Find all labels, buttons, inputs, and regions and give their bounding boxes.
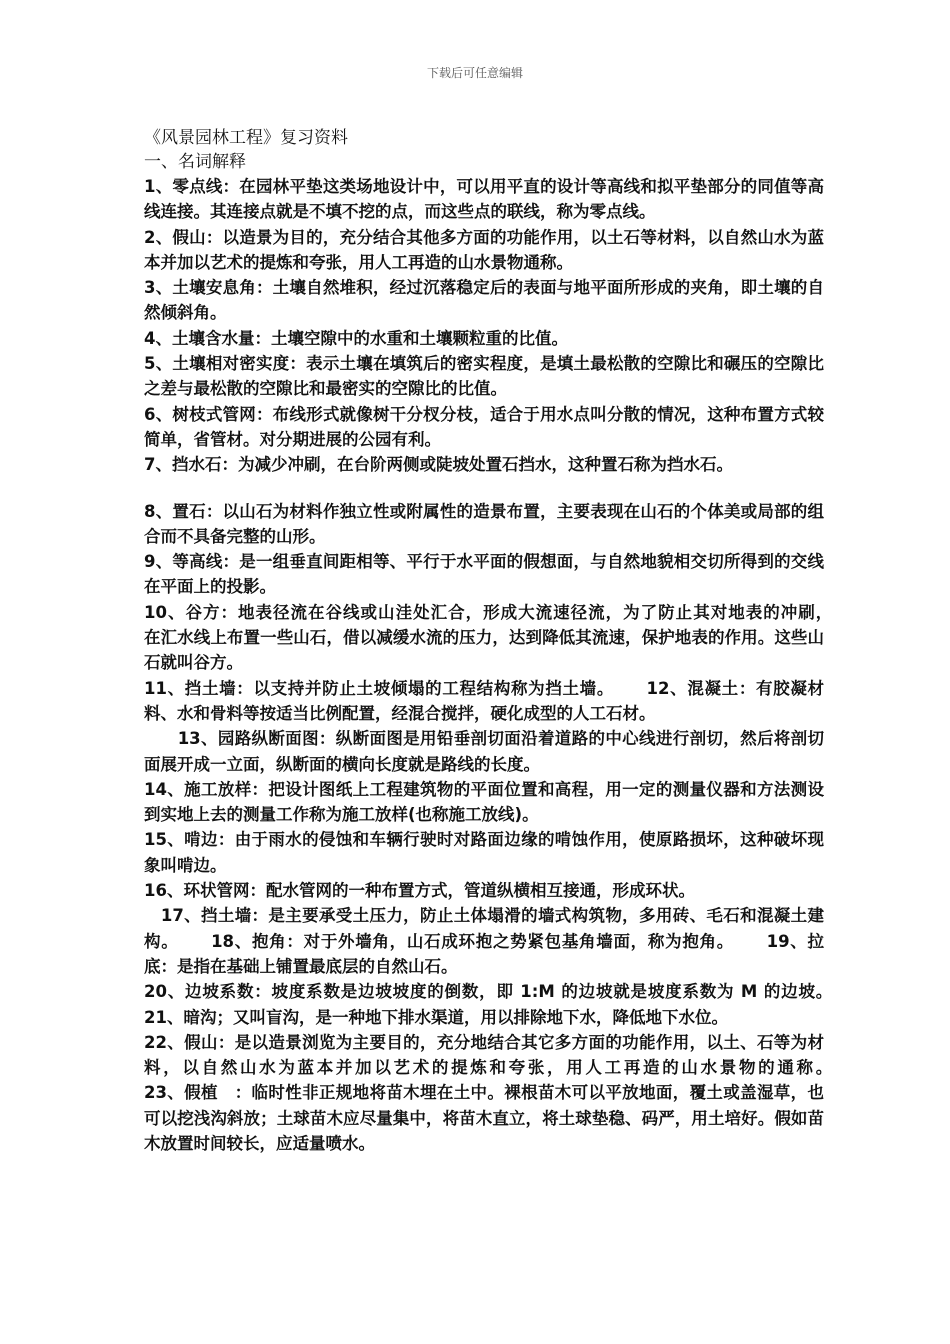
document-body (144, 126, 880, 1156)
document-title: 《风景园林工程》复习资料 (144, 128, 348, 148)
term-item-3: 3、土壤安息角：土壤自然堆积，经过沉落稳定后的表面与地平面所形成的夹角，即土壤的自然倾斜角。 (144, 278, 824, 323)
term-item-20-21: 20、边坡系数：坡度系数是边坡坡度的倒数，即 1:M 的边坡就是坡度系数为 M 的边坡。 21、暗沟；又叫盲沟，是一种地下排水渠道，用以排除地下水，降低地下水位。 (144, 982, 863, 1027)
section-heading: 一、名词解释 (144, 152, 246, 172)
term-item-2: 2、假山：以造景为目的，充分结合其他多方面的功能作用，以土石等材料，以自然山水为蓝本并加以艺术的提炼和夸张，用人工再造的山水景物通称。 (144, 227, 824, 272)
blank-line (144, 478, 824, 499)
term-item-7: 7、挡水石：为减少冲刷，在台阶两侧或陡坡处置石挡水，这种置石称为挡水石。 (144, 455, 733, 475)
term-item-15: 15、啃边：由于雨水的侵蚀和车辆行驶时对路面边缘的啃蚀作用，使原路损坏，这种破坏现象叫啃边。 (144, 830, 824, 875)
term-item-8: 8、置石：以山石为材料作独立性或附属性的造景布置，主要表现在山石的个体美或局部的组合而不具备完整的山形。 (144, 501, 824, 546)
term-item-6: 6、树枝式管网：布线形式就像树干分杈分枝，适合于用水点叫分散的情况，这种布置方式较简单，省管材。对分期进展的公园有利。 (144, 404, 824, 449)
term-item-22-23: 22、假山：是以造景浏览为主要目的，充分地结合其它多方面的功能作用，以土、石等为材料，以自然山水为蓝本并加以艺术的提炼和夸张，用人工再造的山水景物的通称。 23、假植 ：临时性非正规地将苗木埋在土中。裸根苗木可以平放地面，覆土或盖湿草，也可以挖浅沟斜放；土球苗木应尽量集中，将苗木直立，将土球垫稳、码严，用土培好。假如苗木放置时间较长，应适量喷水。 (144, 1032, 880, 1153)
term-item-11-12: 11、挡土墙：以支持并防止土坡倾塌的工程结构称为挡土墙。 12、混凝土：有胶凝材料、水和骨料等按适当比例配置，经混合搅拌，硬化成型的人工石材。 (144, 678, 824, 723)
term-item-17-19: 17、挡土墙：是主要承受土压力，防止土体塌滑的墙式构筑物，多用砖、毛石和混凝土建构。 18、抱角：对于外墙角，山石成环抱之势紧包基角墙面，称为抱角。 19、拉底：是指在基础上铺置最底层的自然山石。 (144, 906, 824, 976)
term-item-14: 14、施工放样：把设计图纸上工程建筑物的平面位置和高程，用一定的测量仪器和方法测设到实地上去的测量工作称为施工放样(也称施工放线)。 (144, 779, 824, 825)
term-item-16: 16、环状管网：配水管网的一种布置方式，管道纵横相互接通，形成环状。 (144, 881, 695, 901)
term-item-1: 1、零点线：在园林平垫这类场地设计中，可以用平直的设计等高线和拟平垫部分的同值等高线连接。其连接点就是不填不挖的点，而这些点的联线，称为零点线。 (144, 177, 824, 222)
term-item-5: 5、土壤相对密实度：表示土壤在填筑后的密实程度，是填土最松散的空隙比和碾压的空隙比之差与最松散的空隙比和最密实的空隙比的比值。 (144, 354, 824, 399)
term-item-13: 13、园路纵断面图：纵断面图是用铅垂剖切面沿着道路的中心线进行剖切，然后将剖切面展开成一立面，纵断面的横向长度就是路线的长度。 (144, 729, 824, 774)
page-header: 下载后可任意编辑 (426, 66, 523, 80)
term-item-10: 10、谷方：地表径流在谷线或山洼处汇合，形成大流速径流，为了防止其对地表的冲刷， 在汇水线上布置一些山石，借以减缓水流的压力，达到降低其流速，保护地表的作用。这些山石就叫谷方。 (144, 602, 847, 673)
term-item-9: 9、等高线：是一组垂直间距相等、平行于水平面的假想面，与自然地貌相交切所得到的交线在平面上的投影。 (144, 552, 824, 597)
term-item-4: 4、土壤含水量：土壤空隙中的水重和土壤颗粒重的比值。 (144, 328, 568, 348)
